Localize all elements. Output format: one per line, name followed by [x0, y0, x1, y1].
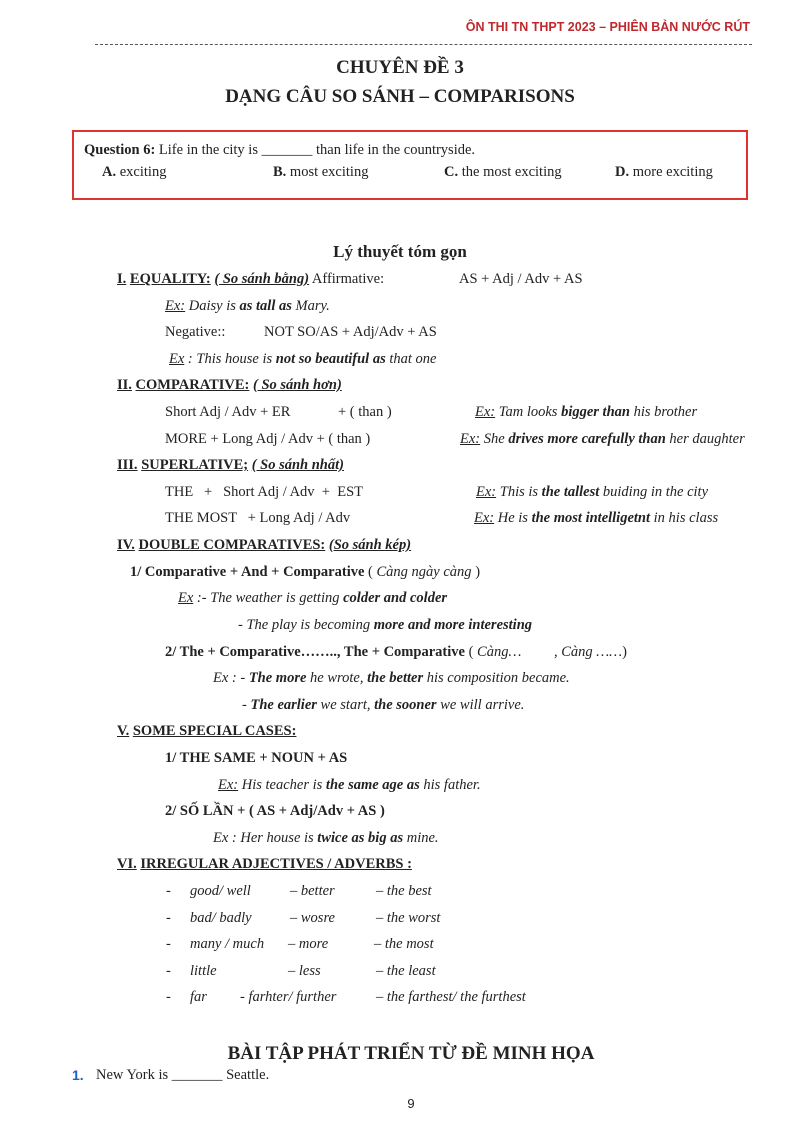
irregular-comparative: – more — [288, 936, 329, 952]
option-d — [615, 164, 713, 181]
section-note: ( So sánh nhất) — [251, 457, 344, 473]
example-text: - The play is becoming — [238, 617, 374, 633]
topic-subtitle: DẠNG CÂU SO SÁNH – COMPARISONS — [225, 86, 575, 107]
example-line — [213, 670, 570, 687]
example-text: his father. — [419, 777, 481, 793]
rule-meaning: Càng ngày càng — [376, 564, 472, 580]
formula: THE MOST + Long Adj / Adv — [165, 510, 351, 526]
example-highlight: bigger than — [561, 404, 630, 420]
example-text: Mary. — [291, 298, 330, 314]
example-label: Ex: — [475, 404, 496, 420]
question-stem — [84, 142, 475, 159]
option-letter: A. — [102, 164, 117, 180]
example-text: This is — [496, 484, 542, 500]
example-line — [178, 590, 447, 607]
list-dash: - — [166, 936, 171, 952]
option-letter: C. — [444, 164, 459, 180]
irregular-superlative: – the worst — [376, 910, 441, 926]
list-dash: - — [166, 989, 171, 1005]
negative-formula: NOT SO/AS + Adj/Adv + AS — [264, 324, 437, 340]
section-heading: SOME SPECIAL CASES: — [132, 723, 297, 739]
example-label: Ex: — [460, 431, 481, 447]
option-a — [102, 164, 166, 181]
example-text: we will arrive. — [436, 697, 525, 713]
example-text: her daughter — [665, 431, 745, 447]
example-highlight: twice as big as — [317, 830, 404, 846]
rule-line — [165, 644, 627, 661]
irregular-comparative: – better — [290, 883, 335, 899]
example-line — [460, 431, 745, 448]
irregular-base: little — [190, 963, 217, 979]
header-divider — [95, 44, 752, 45]
example-text: He is — [494, 510, 532, 526]
example-text: in his class — [650, 510, 719, 526]
section-note: ( So sánh bằng) — [214, 271, 310, 287]
option-text: more exciting — [629, 164, 713, 180]
option-b — [273, 164, 368, 181]
rule-text: 1/ THE SAME + NOUN + AS — [165, 750, 348, 766]
example-highlight: more and more interesting — [373, 617, 533, 633]
theory-title: Lý thuyết tóm gọn — [333, 242, 467, 261]
example-highlight: The more — [248, 670, 307, 686]
formula: Short Adj / Adv + ER — [165, 404, 291, 420]
section-number: III. — [117, 457, 138, 473]
example-text: Ex : - — [213, 670, 249, 686]
irregular-base: many / much — [190, 936, 265, 952]
irregular-comparative: - farhter/ further — [240, 989, 337, 1005]
section-heading: SUPERLATIVE; — [141, 457, 249, 473]
option-text: the most exciting — [458, 164, 562, 180]
exercise-text: New York is _______ Seattle. — [96, 1067, 270, 1083]
formula: MORE + Long Adj / Adv + ( than ) — [165, 431, 371, 447]
running-header: ÔN THI TN THPT 2023 – PHIÊN BẢN NƯỚC RÚT — [465, 20, 750, 34]
question-text: Life in the city is _______ than life in the countryside. — [155, 142, 476, 158]
example-highlight: the better — [367, 670, 424, 686]
irregular-comparative: – less — [288, 963, 321, 979]
option-text: most exciting — [286, 164, 369, 180]
example-text: he wrote, — [306, 670, 368, 686]
example-text: buiding in the city — [599, 484, 709, 500]
example-text: mine. — [403, 830, 439, 846]
section-comparative-heading — [117, 377, 342, 394]
example-line — [475, 404, 697, 421]
section-heading: DOUBLE COMPARATIVES: — [138, 537, 326, 553]
section-note: ( So sánh hơn) — [253, 377, 342, 393]
section-sub: Affirmative: — [309, 271, 385, 287]
section-number: IV. — [117, 537, 135, 553]
section-heading: EQUALITY: — [129, 271, 211, 287]
question-label: Question 6: — [84, 142, 156, 158]
option-letter: B. — [273, 164, 287, 180]
rule-line — [130, 564, 480, 581]
list-dash: - — [166, 963, 171, 979]
section-heading: COMPARATIVE: — [135, 377, 250, 393]
example-text: we start, — [316, 697, 375, 713]
example-text: She — [480, 431, 509, 447]
option-letter: D. — [615, 164, 630, 180]
example-label: Ex — [178, 590, 194, 606]
section-number: II. — [117, 377, 132, 393]
example-highlight: The earlier — [250, 697, 317, 713]
example-text: His teacher is — [238, 777, 326, 793]
example-text: Ex : Her house is — [213, 830, 318, 846]
example-label: Ex: — [218, 777, 239, 793]
irregular-base: good/ well — [190, 883, 251, 899]
rule-meaning: Càng… , Càng …… — [477, 644, 623, 660]
section-superlative-heading — [117, 457, 344, 474]
section-note: (So sánh kép) — [328, 537, 412, 553]
example-line — [165, 298, 330, 315]
rule-text: ( — [364, 564, 377, 580]
irregular-base: far — [190, 989, 207, 1005]
irregular-base: bad/ badly — [190, 910, 252, 926]
example-text: that one — [385, 351, 437, 367]
equality-formula: AS + Adj / Adv + AS — [459, 271, 583, 287]
example-line — [238, 617, 532, 634]
irregular-superlative: – the least — [376, 963, 436, 979]
example-line — [474, 510, 718, 527]
rule-text: ) — [471, 564, 481, 580]
rule-text: ( — [464, 644, 478, 660]
irregular-comparative: – wosre — [290, 910, 335, 926]
page-number: 9 — [407, 1096, 415, 1111]
example-label: Ex — [169, 351, 185, 367]
example-line — [213, 830, 439, 847]
example-text: his composition became. — [423, 670, 570, 686]
example-text: his brother — [629, 404, 698, 420]
negative-label: Negative:: — [165, 324, 226, 340]
example-highlight: drives more carefully than — [508, 431, 666, 447]
rule-text: 2/ The + Comparative…….., The + Comparative — [165, 644, 465, 660]
section-number: V. — [117, 723, 130, 739]
irregular-superlative: – the best — [376, 883, 432, 899]
example-label: Ex: — [165, 298, 186, 314]
example-line — [242, 697, 524, 714]
option-text: exciting — [116, 164, 167, 180]
example-line — [218, 777, 481, 794]
topic-title: CHUYÊN ĐỀ 3 — [336, 57, 464, 78]
example-text: - — [242, 697, 251, 713]
example-text: Tam looks — [495, 404, 562, 420]
rule-text: 1/ Comparative + And + Comparative — [130, 564, 365, 580]
formula-tail: + ( than ) — [338, 404, 392, 420]
rule-text: 2/ SỐ LẦN + ( AS + Adj/Adv + AS ) — [165, 803, 385, 819]
question-box — [72, 130, 748, 200]
rule-text: ) — [622, 644, 627, 660]
example-highlight: not so beautiful as — [275, 351, 386, 367]
section-number: VI. — [117, 856, 137, 872]
example-label: Ex: — [474, 510, 495, 526]
option-c — [444, 164, 562, 181]
exercise-title: BÀI TẬP PHÁT TRIỂN TỪ ĐỀ MINH HỌA — [227, 1043, 595, 1064]
example-highlight: the tallest — [541, 484, 600, 500]
example-line — [169, 351, 436, 368]
irregular-superlative: – the most — [374, 936, 434, 952]
section-double-comparatives-heading — [117, 537, 411, 554]
example-highlight: the most intelligetnt — [531, 510, 651, 526]
section-heading: IRREGULAR ADJECTIVES / ADVERBS : — [140, 856, 412, 872]
section-special-cases-heading — [117, 723, 296, 740]
example-highlight: as tall as — [239, 298, 292, 314]
example-line — [476, 484, 708, 501]
section-equality-heading — [117, 271, 384, 288]
section-irregular-heading — [117, 856, 412, 873]
section-number: I. — [117, 271, 127, 287]
example-highlight: the sooner — [374, 697, 437, 713]
list-dash: - — [166, 910, 171, 926]
example-highlight: the same age as — [325, 777, 420, 793]
example-highlight: colder and colder — [343, 590, 448, 606]
list-dash: - — [166, 883, 171, 899]
irregular-superlative: – the farthest/ the furthest — [376, 989, 526, 1005]
formula: THE + Short Adj / Adv + EST — [165, 484, 364, 500]
exercise-number: 1. — [72, 1067, 84, 1083]
example-label: Ex: — [476, 484, 497, 500]
example-text: :- The weather is getting — [193, 590, 344, 606]
example-text: : This house is — [184, 351, 276, 367]
example-text: Daisy is — [185, 298, 240, 314]
